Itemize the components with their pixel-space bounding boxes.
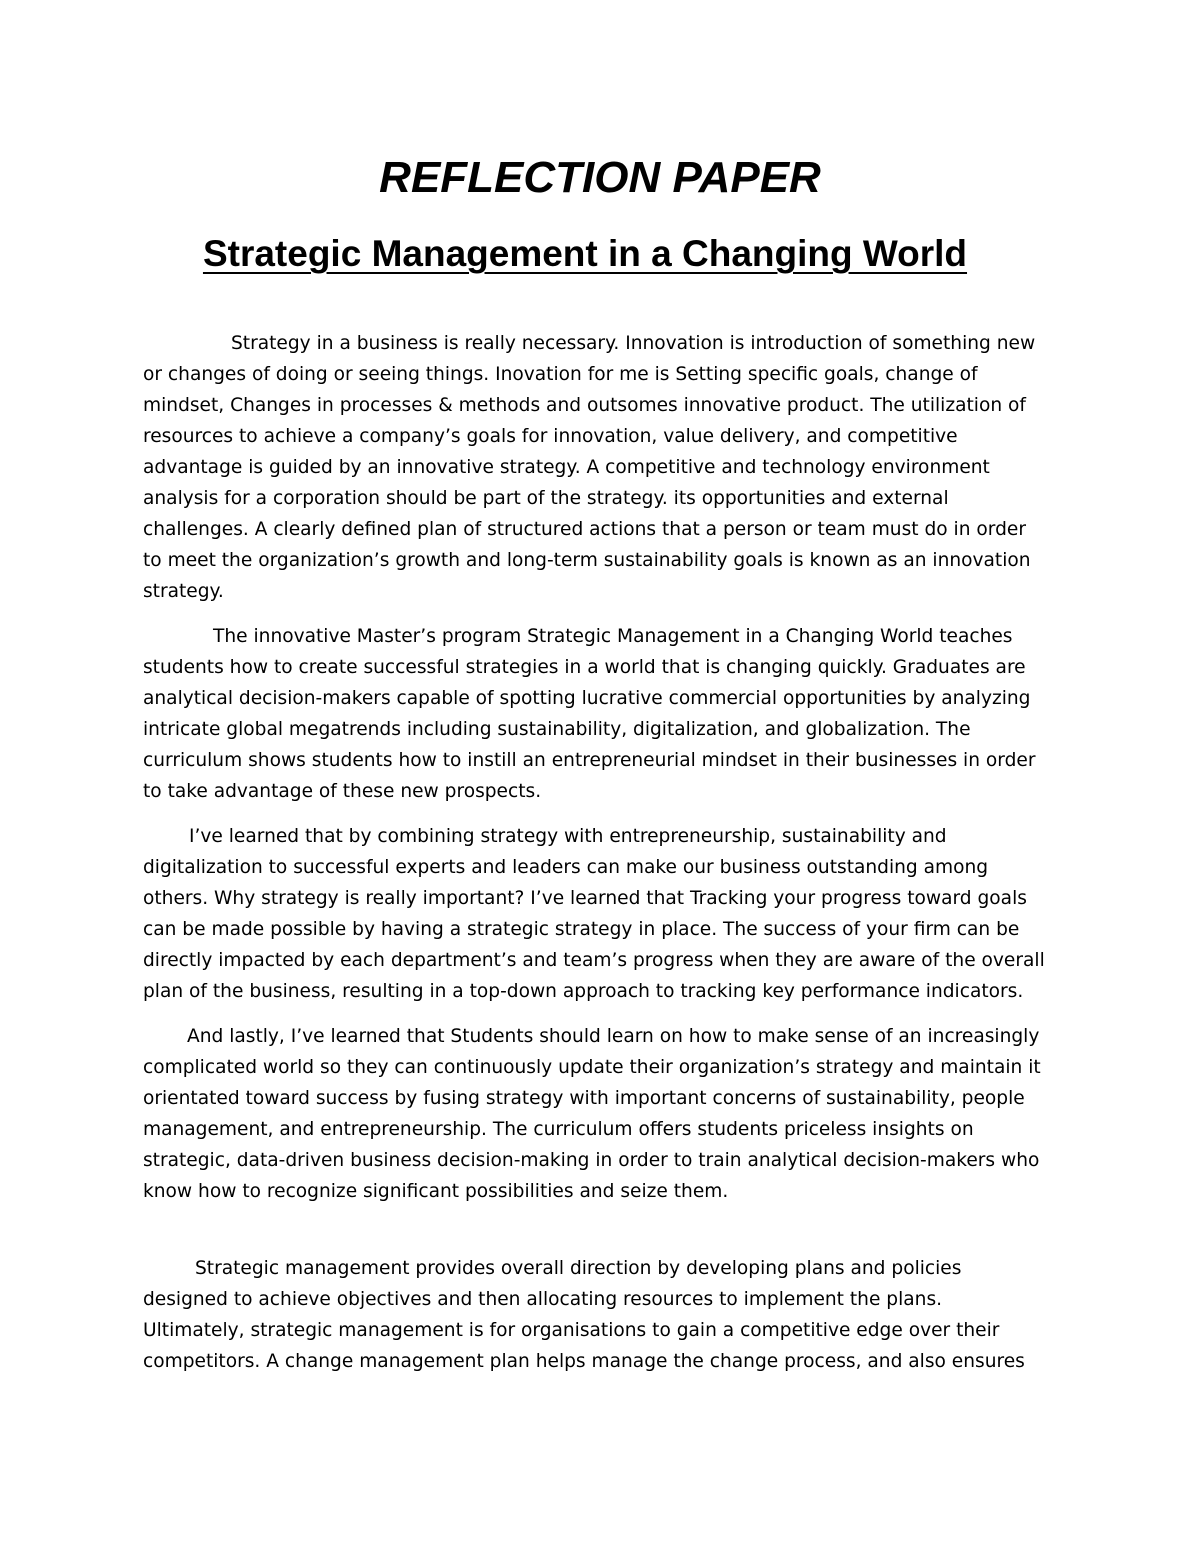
paragraph-line: mindset, Changes in processes & methods and outsomes innovative product. The utilization of xyxy=(143,395,1026,416)
paragraph-line: directly impacted by each department’s and team’s progress when they are aware of the overall xyxy=(143,950,1045,971)
paragraph-line: challenges. A clearly defined plan of structured actions that a person or team must do in order xyxy=(143,519,1027,540)
paragraph-line: to meet the organization’s growth and long-term sustainability goals is known as an innovation xyxy=(143,550,1031,571)
paragraph-line: advantage is guided by an innovative strategy. A competitive and technology environment xyxy=(143,457,990,478)
paragraph-line: competitors. A change management plan helps manage the change process, and also ensures xyxy=(143,1351,1025,1372)
paragraph-line: And lastly, I’ve learned that Students should learn on how to make sense of an increasingly xyxy=(187,1026,1040,1047)
paragraph-line: management, and entrepreneurship. The curriculum offers students priceless insights on xyxy=(143,1119,974,1140)
paragraph-line: plan of the business, resulting in a top-down approach to tracking key performance indicators. xyxy=(143,981,1024,1002)
paragraph-5 xyxy=(143,1253,1063,1377)
paragraph-line: students how to create successful strategies in a world that is changing quickly. Graduates are xyxy=(143,657,1026,678)
paragraph-line: digitalization to successful experts and leaders can make our business outstanding among xyxy=(143,857,989,878)
paragraph-1 xyxy=(143,328,1063,607)
paragraph-line: or changes of doing or seeing things. Inovation for me is Setting specific goals, change of xyxy=(143,364,978,385)
paragraph-line: The innovative Master’s program Strategic Management in a Changing World teaches xyxy=(213,626,1013,647)
paragraph-line: orientated toward success by fusing strategy with important concerns of sustainability, people xyxy=(143,1088,1025,1109)
paragraph-4 xyxy=(143,1021,1063,1207)
paragraph-line: designed to achieve objectives and then allocating resources to implement the plans. xyxy=(143,1289,943,1310)
paragraph-line: I’ve learned that by combining strategy with entrepreneurship, sustainability and xyxy=(189,826,947,847)
paragraph-line: Strategy in a business is really necessary. Innovation is introduction of something new xyxy=(231,333,1036,354)
paragraph-line: complicated world so they can continuously update their organization’s strategy and maintain it xyxy=(143,1057,1041,1078)
paragraph-line: to take advantage of these new prospects. xyxy=(143,781,542,802)
paragraph-3 xyxy=(143,821,1063,1007)
paragraph-line: strategy. xyxy=(143,581,224,602)
paragraph-line: Ultimately, strategic management is for organisations to gain a competitive edge over their xyxy=(143,1320,1000,1341)
paragraph-line: analysis for a corporation should be part of the strategy. its opportunities and external xyxy=(143,488,949,509)
paragraph-line: intricate global megatrends including sustainability, digitalization, and globalization. The xyxy=(143,719,971,740)
document-body xyxy=(143,328,1063,1391)
paragraph-line: strategic, data-driven business decision-making in order to train analytical decision-makers who xyxy=(143,1150,1040,1171)
paragraph-line: can be made possible by having a strategic strategy in place. The success of your firm can be xyxy=(143,919,1020,940)
page-subtitle: Strategic Management in a Changing World xyxy=(202,233,968,274)
page-title: REFLECTION PAPER xyxy=(379,153,821,202)
paragraph-line: analytical decision-makers capable of spotting lucrative commercial opportunities by analyzing xyxy=(143,688,1031,709)
paragraph-line: know how to recognize significant possibilities and seize them. xyxy=(143,1181,729,1202)
paragraph-line: resources to achieve a company’s goals for innovation, value delivery, and competitive xyxy=(143,426,958,447)
paragraph-line: others. Why strategy is really important? I’ve learned that Tracking your progress toward goals xyxy=(143,888,1027,909)
paragraph-line: curriculum shows students how to instill an entrepreneurial mindset in their businesses in order xyxy=(143,750,1036,771)
paragraph-2 xyxy=(143,621,1063,807)
paragraph-line: Strategic management provides overall direction by developing plans and policies xyxy=(195,1258,962,1279)
